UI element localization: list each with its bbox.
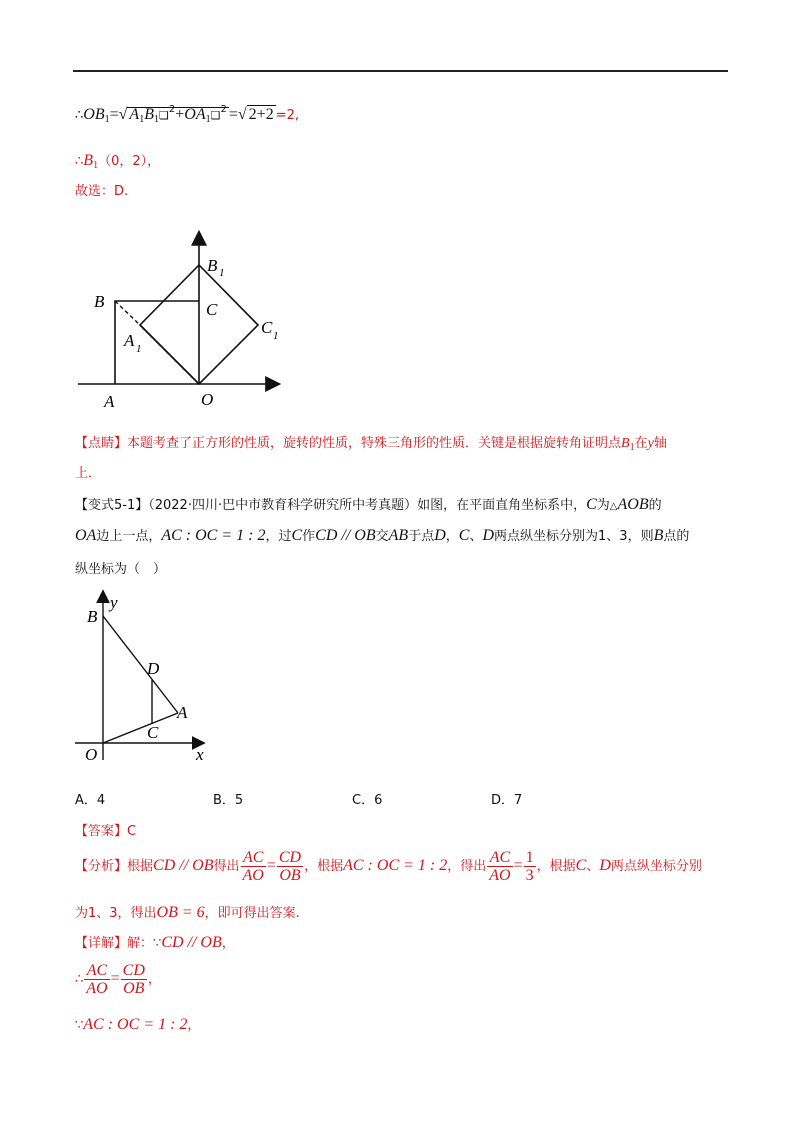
label-C: C <box>147 723 159 742</box>
detail-line-1: 【详解】解：∵CD // OB， <box>75 934 235 951</box>
analysis-line-2: 为1、3，得出OB = 6，即可得出答案. <box>75 904 300 921</box>
label-C: C <box>206 300 218 319</box>
label-A: A <box>177 703 188 722</box>
label-B1-sub: 1 <box>219 267 225 279</box>
label-D: D <box>147 659 160 678</box>
label-B: B <box>94 292 105 311</box>
label-y: y <box>110 593 118 612</box>
problem-line-3: 纵坐标为（ ） <box>75 562 167 577</box>
answer-line: 【答案】C <box>75 824 137 839</box>
label-C1-sub: 1 <box>273 330 279 342</box>
square-rotation-figure <box>70 225 290 415</box>
option-b[interactable]: B．5 <box>213 793 244 808</box>
option-a[interactable]: A．4 <box>75 793 106 808</box>
detail-line-2: ∴ $\frac{AC}{AO}$ = $\frac{CD}{OB}$ ， <box>75 962 161 997</box>
label-C1: C <box>261 318 273 337</box>
comment-line-1: 【点睛】本题考查了正方形的性质，旋转的性质，特殊三角形的性质．关键是根据旋转角证明点$B_1$在y轴 <box>75 436 667 453</box>
header-rule <box>73 70 728 72</box>
fraction: $\frac{AC}{AO}$ <box>489 849 511 884</box>
solution-line-1: $\therefore OB_1=√$ $A_1B_1❑^2+OA_1❑^2$ =√ 2+2 =2, <box>75 104 299 125</box>
label-A1: A <box>124 331 135 350</box>
segment-BA <box>103 616 178 713</box>
solution-line-3: 故选：D. <box>75 184 129 199</box>
label-A: A <box>104 392 115 411</box>
label-x: x <box>196 745 204 764</box>
diagonal-BO <box>115 301 140 325</box>
analysis-line-1: 【分析】根据CD // OB得出 $\frac{AC}{AO}$ = $\frac{CD}{OB}$ ，根据AC : OC = 1 : 2，得出 $\frac{AC}{AO}$ = $\frac{1}{3}$ ，根据C、D两点纵坐标分别 <box>75 849 702 884</box>
comment-line-2: 上． <box>75 466 102 481</box>
segment-OA <box>103 713 178 743</box>
label-O: O <box>201 390 214 409</box>
fraction: $\frac{AC}{AO}$ <box>242 849 264 884</box>
triangle-coordinate-figure <box>75 588 225 773</box>
fraction: $\frac{CD}{OB}$ <box>122 962 145 997</box>
label-A1-sub: 1 <box>136 343 142 355</box>
detail-line-3: ∵AC : OC = 1 : 2， <box>75 1016 201 1033</box>
problem-line-1: 【变式5-1】（2022·四川·巴中市教育科学研究所中考真题）如图，在平面直角坐标系中，C为△AOB的 <box>75 496 662 513</box>
label-B: B <box>87 607 98 626</box>
fraction: $\frac{AC}{AO}$ <box>86 962 108 997</box>
option-d[interactable]: D．7 <box>491 793 523 808</box>
fraction: $\frac{CD}{OB}$ <box>278 849 302 884</box>
label-B1: B <box>207 256 218 275</box>
diagonal-A1O <box>140 325 199 384</box>
fraction: $\frac{1}{3}$ <box>525 849 534 884</box>
solution-line-2: $\therefore B_1(0$，2）， <box>75 152 161 171</box>
problem-line-2: OA边上一点，AC : OC = 1 : 2，过C作CD // OB交AB于点D，C、D两点纵坐标分别为1、3，则B点的 <box>75 527 690 544</box>
label-O: O <box>85 745 98 764</box>
option-c[interactable]: C．6 <box>352 793 383 808</box>
